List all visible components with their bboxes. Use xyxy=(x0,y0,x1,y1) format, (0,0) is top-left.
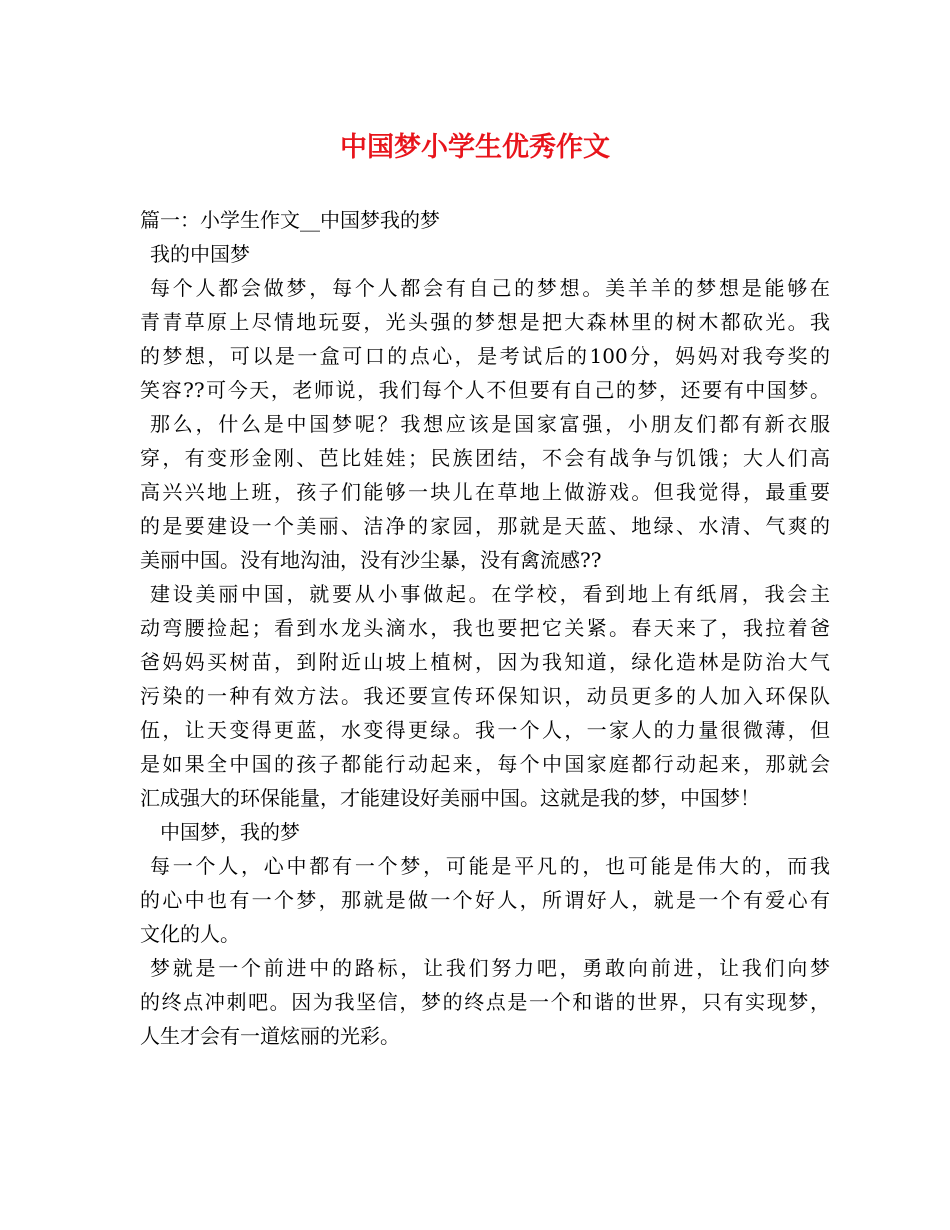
text-line: 建设美丽中国，就要从小事做起。在学校，看到地上有纸屑，我会主 xyxy=(150,582,830,606)
text-line: 青青草原上尽情地玩耍，光头强的梦想是把大森林里的树木都砍光。我 xyxy=(140,310,830,334)
text-line: 伍，让天变得更蓝，水变得更绿。我一个人，一家人的力量很微薄，但 xyxy=(140,718,830,742)
text-line: 是如果全中国的孩子都能行动起来，每个中国家庭都行动起来，那就会 xyxy=(140,752,830,776)
text-line: 中国梦，我的梦 xyxy=(160,820,300,844)
document-body xyxy=(140,203,830,1053)
text-line: 笑容??可今天，老师说，我们每个人不但要有自己的梦，还要有中国梦。 xyxy=(140,378,830,402)
text-line: 高兴兴地上班，孩子们能够一块儿在草地上做游戏。但我觉得，最重要 xyxy=(140,480,830,504)
text-line: 污染的一种有效方法。我还要宣传环保知识，动员更多的人加入环保队 xyxy=(140,684,830,708)
text-line: 美丽中国。没有地沟油，没有沙尘暴，没有禽流感?? xyxy=(140,548,602,572)
text-line: 我的中国梦 xyxy=(150,242,250,266)
text-line: 每一个人，心中都有一个梦，可能是平凡的，也可能是伟大的，而我 xyxy=(150,854,830,878)
text-line: 那么，什么是中国梦呢？我想应该是国家富强，小朋友们都有新衣服 xyxy=(150,412,830,436)
text-line: 汇成强大的环保能量，才能建设好美丽中国。这就是我的梦，中国梦！ xyxy=(140,786,760,810)
text-line: 爸妈妈买树苗，到附近山坡上植树，因为我知道，绿化造林是防治大气 xyxy=(140,650,830,674)
text-line: 的终点冲刺吧。因为我坚信，梦的终点是一个和谐的世界，只有实现梦， xyxy=(140,990,830,1014)
document-title: 中国梦小学生优秀作文 xyxy=(340,132,610,163)
text-line: 穿，有变形金刚、芭比娃娃；民族团结，不会有战争与饥饿；大人们高 xyxy=(140,446,830,470)
text-line: 每个人都会做梦，每个人都会有自己的梦想。美羊羊的梦想是能够在 xyxy=(150,276,830,300)
text-line: 的梦想，可以是一盒可口的点心，是考试后的100分，妈妈对我夸奖的 xyxy=(140,344,830,368)
text-line: 的是要建设一个美丽、洁净的家园，那就是天蓝、地绿、水清、气爽的 xyxy=(140,514,830,538)
text-line: 梦就是一个前进中的路标，让我们努力吧，勇敢向前进，让我们向梦 xyxy=(150,956,830,980)
text-line: 篇一：小学生作文__中国梦我的梦 xyxy=(140,208,440,232)
text-line: 的心中也有一个梦，那就是做一个好人，所谓好人，就是一个有爱心有 xyxy=(140,888,830,912)
text-line: 人生才会有一道炫丽的光彩。 xyxy=(140,1024,400,1048)
text-line: 动弯腰捡起；看到水龙头滴水，我也要把它关紧。春天来了，我拉着爸 xyxy=(140,616,830,640)
text-line: 文化的人。 xyxy=(140,922,240,946)
